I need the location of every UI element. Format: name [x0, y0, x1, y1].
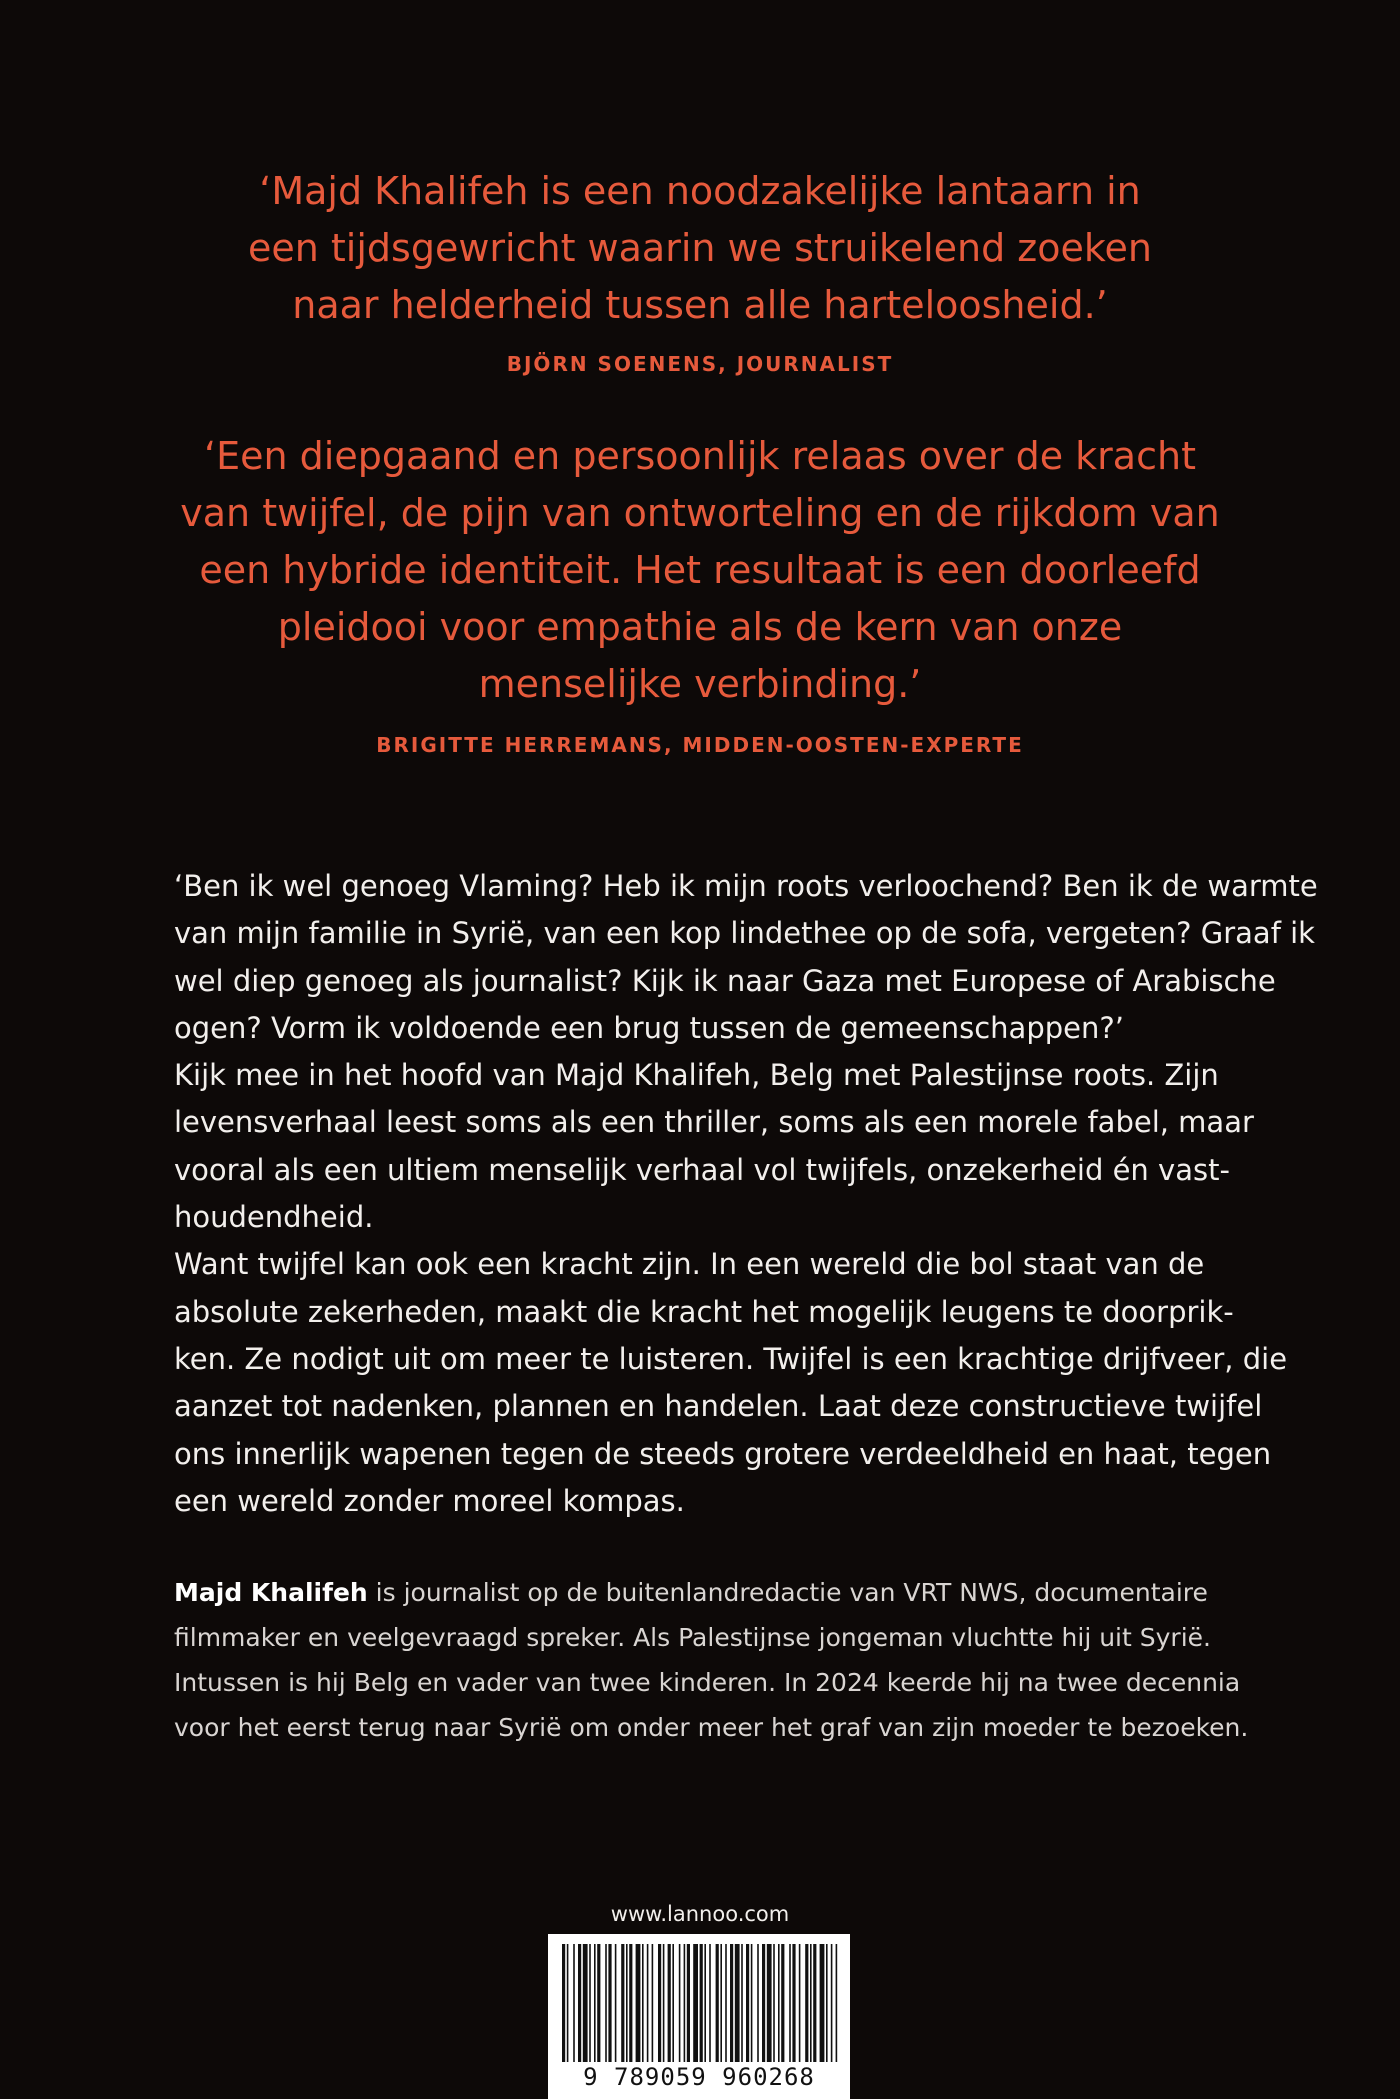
blurb-line: aanzet tot nadenken, plannen en handelen. Laat deze constructieve twijfel: [174, 1389, 1263, 1424]
bio-line: voor het eerst terug naar Syrië om onder meer het graf van zijn moeder te bezoeken.: [174, 1713, 1249, 1742]
bio-line: filmmaker en veelgevraagd spreker. Als Palestijnse jongeman vluchtte hij uit Syrië.: [174, 1623, 1211, 1652]
quote-line: pleidooi voor empathie als de kern van onze: [277, 605, 1123, 649]
quote-1-attribution: BJÖRN SOENENS, JOURNALIST: [506, 352, 894, 376]
quote-line: van twijfel, de pijn van ontworteling en de rijkdom van: [180, 491, 1220, 535]
blurb-line: ogen? Vorm ik voldoende een brug tussen de gemeenschappen?’: [174, 1010, 1124, 1045]
blurb-line: van mijn familie in Syrië, van een kop lindethee op de sofa, vergeten? Graaf ik: [174, 916, 1315, 951]
author-name: Majd Khalifeh: [174, 1578, 368, 1607]
blurb-line: ken. Ze nodigt uit om meer te luisteren. Twijfel is een krachtige drijfveer, die: [174, 1341, 1288, 1376]
quote-2-attribution: BRIGITTE HERREMANS, MIDDEN-OOSTEN-EXPERTE: [376, 733, 1024, 757]
blurb-line: een wereld zonder moreel kompas.: [174, 1483, 685, 1518]
bio-line: [174, 1570, 1224, 1615]
publisher-website: www.lannoo.com: [610, 1902, 790, 1926]
quote-line: een hybride identiteit. Het resultaat is een doorleefd: [199, 548, 1201, 592]
barcode: [548, 1934, 850, 2099]
blurb-line: houdendheid.: [174, 1200, 374, 1235]
blurb-line: Kijk mee in het hoofd van Majd Khalifeh, Belg met Palestijnse roots. Zijn: [174, 1058, 1219, 1093]
blurb-line: levensverhaal leest soms als een thriller, soms als een morele fabel, maar: [174, 1105, 1254, 1140]
blurb-line: vooral als een ultiem menselijk verhaal vol twijfels, onzekerheid én vast-: [174, 1152, 1230, 1187]
blurb-line: Want twijfel kan ook een kracht zijn. In een wereld die bol staat van de: [174, 1247, 1205, 1282]
bio-line: Intussen is hij Belg en vader van twee kinderen. In 2024 keerde hij na twee decennia: [174, 1668, 1241, 1697]
quote-line: ‘Majd Khalifeh is een noodzakelijke lantaarn in: [259, 169, 1141, 213]
blurb-line: wel diep genoeg als journalist? Kijk ik naar Gaza met Europese of Arabische: [174, 963, 1276, 998]
quote-line: menselijke verbinding.’: [478, 662, 922, 706]
blurb-line: ‘Ben ik wel genoeg Vlaming? Heb ik mijn roots verloochend? Ben ik de warmte: [174, 869, 1318, 903]
quote-line: naar helderheid tussen alle harteloosheid.’: [292, 283, 1108, 327]
isbn-number: 9 789059 960268: [548, 2062, 850, 2092]
quote-2: [0, 428, 1400, 713]
quote-line: een tijdsgewricht waarin we struikelend zoeken: [247, 226, 1152, 270]
quote-1: [0, 163, 1400, 334]
blurb-line: ons innerlijk wapenen tegen de steeds grotere verdeeldheid en haat, tegen: [174, 1436, 1272, 1471]
blurb-line: absolute zekerheden, maakt die kracht het mogelijk leugens te doorprik-: [174, 1294, 1234, 1329]
blurb: [174, 863, 1318, 1525]
author-bio: [174, 1570, 1249, 1750]
quote-line: ‘Een diepgaand en persoonlijk relaas over de kracht: [204, 434, 1196, 478]
bio-text: is journalist op de buitenlandredactie van VRT NWS, documentaire: [367, 1578, 1208, 1607]
